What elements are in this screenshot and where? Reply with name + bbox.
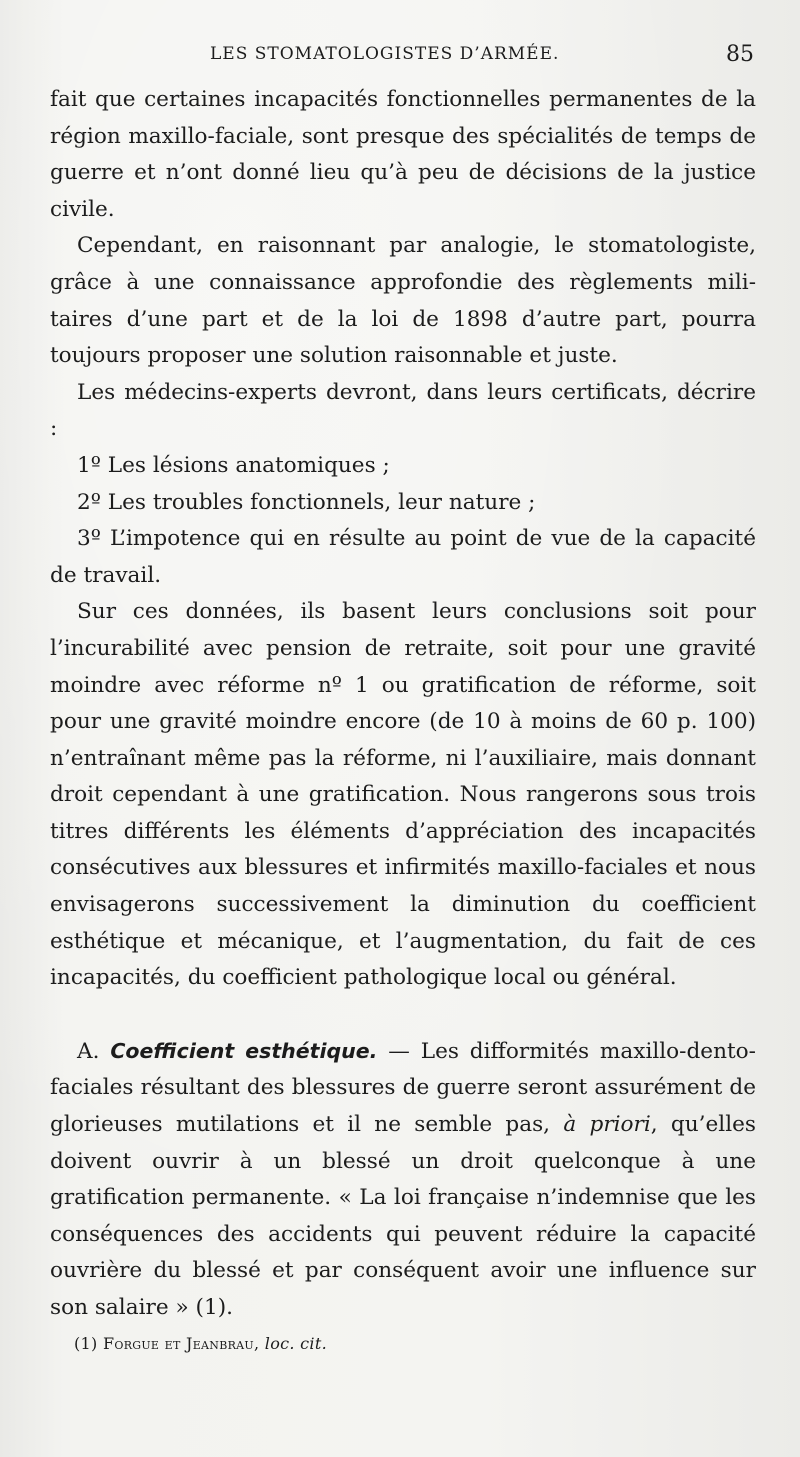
paragraph-experts: Les médecins-experts devront, dans leurs certificats, décrire :: [50, 379, 756, 442]
list-item-troubles: 2º Les troubles fonctionnels, leur nature ;: [77, 489, 536, 515]
footnote-reference: loc. cit.: [264, 1334, 327, 1353]
section-dash: —: [388, 1038, 410, 1064]
body-text: [50, 82, 756, 1327]
paragraph-conclusions: Sur ces données, ils basent leurs conclusions soit pour l’incurabilité avec pension de retraite, soit pour une gravité moindre avec réforme nº 1 ou gratification de réforme, soit pour une gravité moindre encore (de 10 à moins de 60 p. 100) n’entraînant même pas la réforme, ni l’auxiliaire, mais donnant droit cependant à une gratification. Nous rangerons sous trois titres différents les éléments d’appréciation des incapacités consécutives aux blessures et infirmités maxillo-faciales et nous envisagerons successivement la diminution du coefficient esthétique et mécanique, et l’augmentation, du fait de ces incapacités, du coefficient pathologique local ou général.: [50, 599, 756, 991]
paragraph-text-part1: Les difformités maxillo-dento-faciales résultant des blessures de guerre seront assurément de glorieuses mutilations et il ne semble pas,: [50, 1038, 756, 1138]
italic-a-priori: à priori: [563, 1112, 651, 1138]
paragraph-text-part2: , qu’elles doivent ouvrir à un blessé un droit quelconque à une gratification permanente. « La loi française n’indemnise que les conséquences des accidents qui peuvent réduire la capacité ouvrière du blessé et par conséquent avoir une influence sur son salaire » (1).: [50, 1112, 756, 1320]
page-number: 85: [726, 42, 754, 67]
running-title: LES STOMATOLOGISTES D’ARMÉE.: [210, 44, 560, 64]
footnote: [74, 1334, 327, 1353]
list-item-impotence: 3º L’impotence qui en résulte au point de vue de la capacité de travail.: [50, 526, 756, 588]
footnote-marker: (1): [74, 1334, 98, 1353]
footnote-authors: Forgue et Jeanbrau,: [102, 1334, 260, 1353]
paragraph-continuation: fait que certaines incapacités fonctionnelles permanentes de la région maxillo-faciale, sont presque des spécialités de temps de guerre et n’ont donné lieu qu’à peu de décisions de la justice civile.: [50, 87, 756, 222]
section-spacer: [50, 997, 756, 1033]
page-header: [0, 40, 800, 72]
paragraph-analogy: Cependant, en raisonnant par analogie, le stomatologiste, grâce à une connaissance approfondie des règlements militaires d’une part et de la loi de 1898 d’autre part, pourra toujours proposer une solution raisonnable et juste.: [50, 233, 756, 369]
paragraph-coefficient-esthetique: [50, 1033, 756, 1327]
section-heading: Coefficient esthétique.: [110, 1038, 378, 1063]
section-letter: A.: [77, 1038, 100, 1064]
list-item-lesions: 1º Les lésions anatomiques ;: [77, 452, 390, 478]
